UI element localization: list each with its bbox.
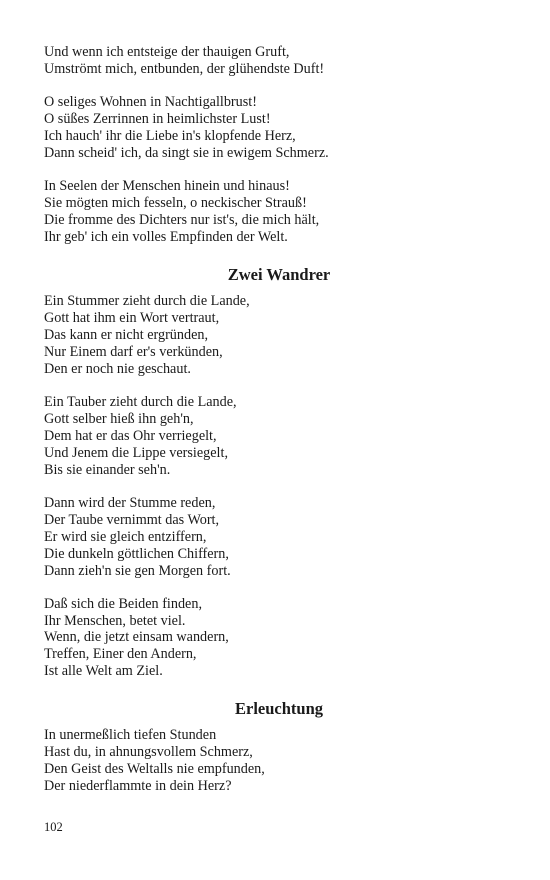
stanza (44, 596, 514, 681)
verse-line: Dann wird der Stumme reden, (44, 494, 216, 511)
verse-line: Nur Einem darf er's verkünden, (44, 344, 223, 361)
poem-title: Zwei Wandrer (227, 265, 331, 285)
stanza (44, 44, 514, 78)
verse-line: Umströmt mich, entbunden, der glühendste Duft! (44, 60, 325, 77)
verse-line: Und wenn ich entsteige der thauigen Gruft, (44, 44, 290, 60)
verse-line: Ein Tauber zieht durch die Lande, (44, 394, 237, 411)
verse-line: Er wird sie gleich entziffern, (44, 528, 207, 545)
book-page (44, 44, 514, 795)
stanza (44, 727, 514, 795)
stanza (44, 495, 514, 580)
stanza (44, 94, 514, 162)
verse-line: Dem hat er das Ohr verriegelt, (44, 427, 217, 444)
verse-line: Gott hat ihm ein Wort vertraut, (44, 310, 220, 327)
verse-line: Ich hauch' ihr die Liebe in's klopfende Herz, (44, 127, 296, 144)
verse-line: Ein Stummer zieht durch die Lande, (44, 293, 250, 310)
verse-line: Das kann er nicht ergründen, (44, 327, 209, 344)
verse-line: Die dunkeln göttlichen Chiffern, (44, 545, 229, 562)
verse-line: Gott selber hieß ihn geh'n, (44, 411, 194, 428)
verse-line: Die fromme des Dichters nur ist's, die mich hält, (44, 211, 320, 228)
verse-line: Der niederflammte in dein Herz? (44, 777, 232, 794)
stanza (44, 178, 514, 246)
poem-erleuchtung (44, 699, 514, 795)
verse-line: Ihr Menschen, betet viel. (44, 612, 186, 629)
verse-line: Sie mögten mich fesseln, o neckischer Strauß! (44, 194, 307, 211)
verse-line: Ihr geb' ich ein volles Empfinden der Welt. (44, 228, 288, 245)
poem-title: Erleuchtung (234, 699, 323, 719)
verse-line: In unermeßlich tiefen Stunden (44, 727, 217, 744)
verse-line: Daß sich die Beiden finden, (44, 595, 202, 612)
verse-line: Und Jenem die Lippe versiegelt, (44, 444, 228, 461)
stanza (44, 394, 514, 479)
verse-line: Dann zieh'n sie gen Morgen fort. (44, 562, 231, 579)
page-number: 102 (44, 820, 63, 834)
verse-line: Den Geist des Weltalls nie empfunden, (44, 760, 265, 777)
verse-line: O seliges Wohnen in Nachtigallbrust! (44, 94, 257, 110)
verse-line: Den er noch nie geschaut. (44, 361, 191, 378)
stanza (44, 293, 514, 378)
verse-line: Ist alle Welt am Ziel. (44, 663, 163, 680)
verse-line: Der Taube vernimmt das Wort, (44, 511, 220, 528)
verse-line: O süßes Zerrinnen in heimlichster Lust! (44, 110, 271, 127)
verse-line: Hast du, in ahnungsvollem Schmerz, (44, 744, 253, 761)
continued-poem (44, 44, 514, 245)
verse-line: Wenn, die jetzt einsam wandern, (44, 629, 229, 646)
verse-line: In Seelen der Menschen hinein und hinaus! (44, 177, 290, 194)
poem-zwei-wandrer (44, 265, 514, 680)
verse-line: Bis sie einander seh'n. (44, 461, 171, 478)
verse-line: Dann scheid' ich, da singt sie in ewigem Schmerz. (44, 144, 329, 161)
verse-line: Treffen, Einer den Andern, (44, 646, 197, 663)
